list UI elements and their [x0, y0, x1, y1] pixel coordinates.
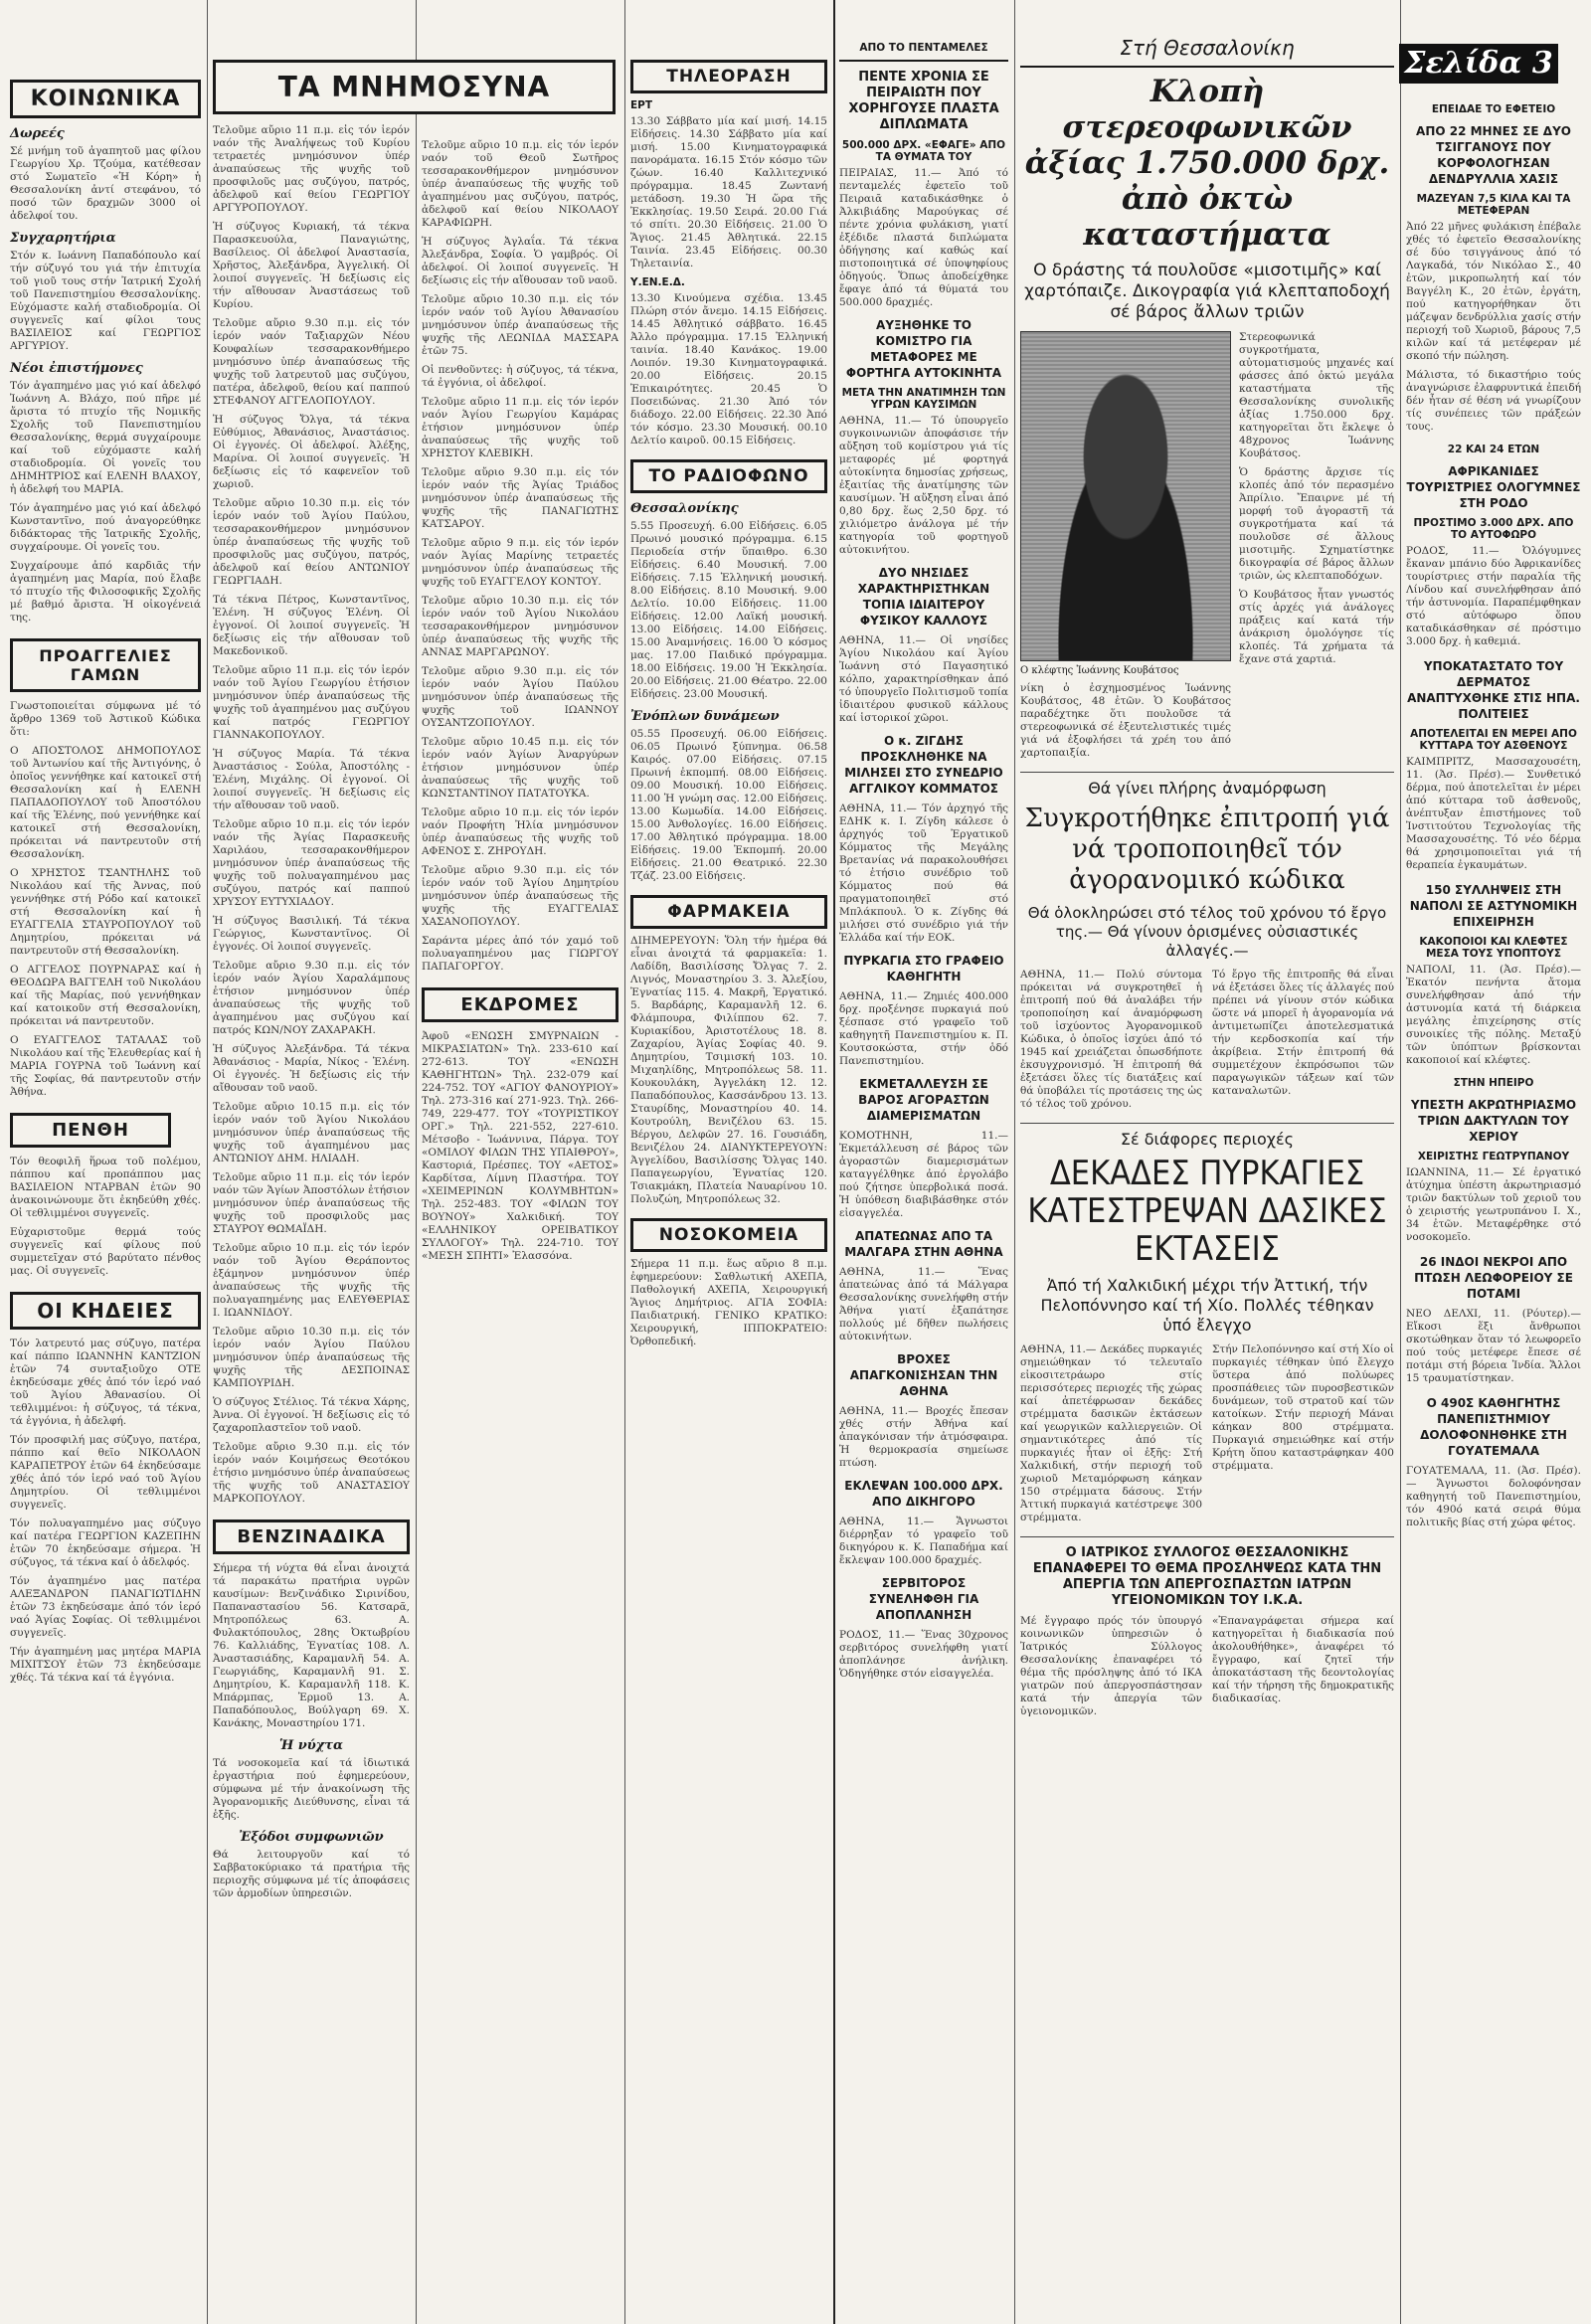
article-text: Τόν ἀγαπημένο μας γιό καί ἀδελφό Ἰωάννη Α. Βλάχο, πού πῆρε μέ ἄριστα τό πτυχίο τῆς Νομικῆς Σχολῆς τοῦ Πανεπιστημίου Θεσσαλονίκης, θερμά συγχαίρουμε καί τοῦ εὐχόμαστε καλή σταδιοδρομία. Οἱ γονεῖς του ΔΗΜΗΤΡΙΟΣ καί ΕΛΕΝΗ ΒΛΑΧΟΥ, ἡ ἀδελφή του ΜΑΡΙΑ.: [10, 380, 201, 495]
article-text: Τό ἔργο τῆς ἐπιτροπῆς θά εἶναι νά ἐξετάσει ὅλες τίς ἀλλαγές πού πρέπει νά γίνουν στόν κώδικα ὥστε νά μπορεῖ ἡ ἀγορανομία νά ἀντιμετωπίζει ἀποτελεσματικά τήν κερδοσκοπία καί τήν ἀκρίβεια. Στήν ἐπιτροπή θά συμμετέχουν ἐκπρόσωποι τῶν παραγωγικῶν τάξεων καί τῶν καταναλωτῶν.: [1212, 969, 1394, 1097]
article-text: ΚΑΙΜΠΡΙΤΖ, Μασσαχουσέτη, 11. (Ἀσ. Πρέσ).— Συνθετικό δέρμα, πού ἀποτελεῖται ἐν μέρει ἀπό κύτταρα τοῦ ἀσθενοῦς, ἀνέπτυξαν ἐπιστήμονες τοῦ Ἰνστιτούτου Τεχνολογίας τῆς Μασσαχουσέτης. Τό νέο δέρμα θά χρησιμοποιεῖται γιά τή θεραπεία ἐγκαυμάτων.: [1406, 756, 1581, 871]
article-text: 13.30 Σάββατο μία καί μισή. 14.15 Εἰδήσεις. 14.30 Σάββατο μία καί μισή. 15.00 Κινηματογραφικά πανοράματα. 16.15 Στόν κόσμο τῶν ζώων. 16.40 Καλλιτεχνικό πρόγραμμα. 18.45 Ζωντανή μετάδοση. 19.30 Ἡ ὥρα τῆς Ἐκκλησίας. 19.50 Σειρά. 20.00 Γιά τό σπίτι. 20.30 Εἰδήσεις. 21.00 Ὁ Ἅγιος. 21.45 Ἀθλητικά. 22.15 Ταινία. 23.45 Εἰδήσεις. 00.30 Τηλεταινία.: [630, 115, 827, 269]
subsection-dorees: Δωρεές: [10, 126, 65, 141]
page-label: Σελίδα 3: [1399, 44, 1558, 84]
column-rule: [833, 0, 835, 2324]
article-text: Τελοῦμε αὔριο 10.45 π.μ. εἰς τόν ἱερόν ναόν Ἁγίων Ἀναργύρων ἐτήσιον μνημόσυνον ὑπέρ ἀναπαύσεως τῆς ψυχῆς τοῦ ΚΩΝΣΤΑΝΤΙΝΟΥ ΠΑΤΑΤΟΥΚΑ.: [422, 736, 619, 800]
article-text: ΝΕΟ ΔΕΛΧΙ, 11. (Ρόυτερ).— Εἴκοσι ἕξι ἄνθρωποι σκοτώθηκαν ὅταν τό λεωφορεῖο πού τούς μετέφερε ἔπεσε σέ ποτάμι στή βόρεια Ἰνδία. Ἄλλοι 15 τραυματίστηκαν.: [1406, 1308, 1581, 1384]
article-text: Ο ΧΡΗΣΤΟΣ ΤΣΑΝΤΗΛΗΣ τοῦ Νικολάου καί τῆς Ἀννας, πού γεννήθηκε στή Ρόδο καί κατοικεῖ στή Θεσσαλονίκη καί ἡ ΕΥΑΓΓΕΛΙΑ ΣΤΑΥΡΟΠΟΥΛΟΥ τοῦ Δημητρίου, πρόκειται νά παντρευτοῦν στή Θεσσαλονίκη.: [10, 867, 201, 957]
article-text: Σήμερα 11 π.μ. ἕως αὔριο 8 π.μ. ἐφημερεύουν: Σαθλωτική ΑΧΕΠΑ, Παθολογική ΑΧΕΠΑ, Χειρουργική Ἅγιος Δημήτριος. ΑΓΙΑ ΣΟΦΙΑ: Παιδιατρική. ΓΕΝΙΚΟ ΚΡΑΤΙΚΟ: Χειρουργική, ΙΠΠΟΚΡΑΤΕΙΟ: Ὀρθοπεδική.: [630, 1258, 827, 1347]
article-text: Τελοῦμε αὔριο 11 π.μ. εἰς τόν ἱερόν ναόν Ἁγίου Γεωργίου Καμάρας ἐτήσιον μνημόσυνον ὑπέρ ἀναπαύσεως τῆς ψυχῆς τοῦ ΧΡΗΣΤΟΥ ΚΛΕΒΙΚΗ.: [422, 396, 619, 459]
section-header-radiofono: ΤΟ ΡΑΔΙΟΦΩΝΟ: [630, 459, 827, 493]
article-text: Σήμερα τή νύχτα θά εἶναι ἀνοιχτά τά παρακάτω πρατήρια υγρῶν καυσίμων: Βενζινάδικο Σιρινίδου, Παπαναστασίου 56. Κατσαρᾶ, Μητροπόλεως 63. Α. Φυλακτόπουλος, 28ης Ὀκτωβρίου 76. Καλλιάδης, Ἐγνατίας 108. Λ. Ἀναστασιάδης, Καραμανλῆ 54. Α. Γεωργιάδης, Καραμανλῆ 91. Σ. Δημητρίου, Κ. Καραμανλῆ 118. Κ. Μπάρμπας, Ἐρμοῦ 13. Α. Παπαδόπουλος, Βούλγαρη 69. Χ. Κανάκης, Μοναστηρίου 171.: [213, 1562, 410, 1729]
column-memorials-2: [422, 0, 619, 1269]
article-text: ΑΘΗΝΑ, 11.— Ἄγνωστοι διέρρηξαν τό γραφεῖο τοῦ δικηγόρου κ. Κ. Παπαδήμα καί ἔκλεψαν 100.000 δραχμές.: [839, 1516, 1008, 1566]
headline-ziglis: Ο κ. ΖΙΓΔΗΣ ΠΡΟΣΚΛΗΘΗΚΕ ΝΑ ΜΙΛΗΣΕΙ ΣΤΟ ΣΥΝΕΔΡΙΟ ΑΓΓΛΙΚΟΥ ΚΟΜΜΑΤΟΣ: [844, 734, 1003, 796]
article-text: Ἀφοῦ «ΕΝΩΣΗ ΣΜΥΡΝΑΙΩΝ - ΜΙΚΡΑΣΙΑΤΩΝ» Τηλ. 233-610 καί 272-613. ΤΟΥ «ΕΝΩΣΗ ΚΑΘΗΓΗΤΩΝ» Τηλ. 232-079 καί 224-752. ΤΟΥ «ΑΓΙΟΥ ΦΑΝΟΥΡΙΟΥ» Τηλ. 273-316 καί 271-923. Τηλ. 266-749, 229-477. ΤΟΥ «ΤΟΥΡΙΣΤΙΚΟΥ ΟΡΓ.» Τηλ. 221-552, 227-610. Μέτσοβο - Ἰωάννινα, Πάργα. ΤΟΥ «ΟΜΙΛΟΥ ΦΙΛΩΝ ΤΗΣ ΥΠΑΙΘΡΟΥ», Καστοριά, Πρέσπες. ΤΟΥ «ΑΕΤΟΣ» Καρδίτσα, Λίμνη Πλαστήρα. ΤΟΥ «ΧΕΙΜΕΡΙΝΩΝ ΚΟΛΥΜΒΗΤΩΝ» Τηλ. 252-483. ΤΟΥ «ΦΙΛΩΝ ΤΟΥ ΒΟΥΝΟΥ» Χαλκιδική. ΤΟΥ «ΕΛΛΗΝΙΚΟΥ ΟΡΕΙΒΑΤΙΚΟΥ ΣΥΛΛΟΓΟΥ» Τηλ. 224-710. ΤΟΥ «ΜΕΣΗ ΣΠΗΤΙ» Ἐλασσόνα.: [422, 1030, 619, 1262]
headline-dyo-nisides: ΔΥΟ ΝΗΣΙΔΕΣ ΧΑΡΑΚΤΗΡΙΣΤΗΚΑΝ ΤΟΠΙΑ ΙΔΙΑΙΤΕΡΟΥ ΦΥΣΙΚΟΥ ΚΑΛΛΟΥΣ: [857, 566, 990, 627]
subsection-synxaritiria: Συγχαρητήρια: [10, 231, 116, 246]
article-text: Ὁ δράστης ἄρχισε τίς κλοπές ἀπό τόν περασμένο Ἀπρίλιο. Ἔπαιρνε μέ τή μορφή τοῦ ἀγοραστῆ τά συγκροτήματα καί τά πουλοῦσε σέ ἄλλους μισοτιμῆς. Σχηματίστηκε δικογραφία σέ βάρος ἄλλων τριῶν, ὡς κλεπταποδόχων.: [1239, 466, 1394, 582]
article-text: Τελοῦμε αὔριο 10 π.μ. εἰς τόν ἱερόν ναόν τοῦ Ἁγίου Θεράποντος ἑξάμηνον μνημόσυνον ὑπέρ ἀναπαύσεως τῆς ψυχῆς τῆς πολυαγαπημένης μας ΕΛΕΥΘΕΡΙΑΣ Ι. ΙΩΑΝΝΙΔΟΥ.: [213, 1242, 410, 1319]
headline-apatewnas: ΑΠΑΤΕΩΝΑΣ ΑΠΟ ΤΑ ΜΑΛΓΑΡΑ ΣΤΗΝ ΑΘΗΝΑ: [844, 1229, 1003, 1259]
headline-vrexes: ΒΡΟΧΕΣ ΑΠΑΓΚΟΝΙΣΗΣΑΝ ΤΗΝ ΑΘΗΝΑ: [849, 1352, 998, 1398]
column-rule: [624, 0, 625, 2324]
headline-pyrkagia: ΠΥΡΚΑΓΙΑ ΣΤΟ ΓΡΑΦΕΙΟ ΚΑΘΗΓΗΤΗ: [843, 954, 1004, 983]
headline-eklepsan: ΕΚΛΕΨΑΝ 100.000 ΔΡΧ. ΑΠΟ ΔΙΚΗΓΟΡΟ: [844, 1479, 1003, 1509]
rule: [1020, 1123, 1394, 1124]
dekades-body: [1020, 1343, 1394, 1530]
article-text: Τελοῦμε αὔριο 10.15 π.μ. εἰς τόν ἱερόν ναόν τοῦ Ἁγίου Νικολάου μνημόσυνον ὑπέρ ἀναπαύσεως τῆς ψυχῆς τοῦ ἀγαπημένου μας ΑΝΤΩΝΙΟΥ ΔΗΜ. ΗΛΙΑΔΗ.: [213, 1101, 410, 1164]
article-text: ΑΘΗΝΑ, 11.— Τό ὑπουργεῖο συγκοινωνιῶν ἀποφάσισε τήν αὔξηση τοῦ κομίστρου γιά τίς μεταφορές μέ φορτηγά αὐτοκίνητα δημοσίας χρήσεως, ἐξαιτίας τῆς ἀνατίμησης τῶν καυσίμων. Ἡ αὔξηση εἶναι ἀπό 0,80 δρχ. ἕως 2,50 δρχ. τό χιλιόμετρο ἀνάλογα μέ τήν κατηγορία τοῦ φορτηγοῦ αὐτοκινήτου.: [839, 415, 1008, 556]
section-header-penthi: ΠΕΝΘΗ: [10, 1113, 171, 1148]
article-text: Ὁ σύζυγος Στέλιος. Τά τέκνα Χάρης, Ἀννα. Οἱ ἐγγονοί. Ἡ δεξίωσις εἰς τό ζαχαροπλαστεῖον τοῦ ναοῦ.: [213, 1396, 410, 1434]
headline-ypesti: ΥΠΕΣΤΗ ΑΚΡΩΤΗΡΙΑΣΜΟ ΤΡΙΩΝ ΔΑΚΤΥΛΩΝ ΤΟΥ ΧΕΡΙΟΥ: [1410, 1098, 1577, 1144]
article-text: Τά νοσοκομεῖα καί τά ἰδιωτικά ἐργαστήρια πού ἐφημερεύουν, σύμφωνα μέ τήν ἀνακοίνωση τῆς Ἀγορανομικῆς Διεύθυνσης, εἶναι τά ἑξῆς.: [213, 1757, 410, 1821]
article-text: ΠΕΙΡΑΙΑΣ, 11.— Ἀπό τό πενταμελές ἐφετεῖο τοῦ Πειραιᾶ καταδικάσθηκε ὁ Ἀλκιβιάδης Μαρούγκας σέ πέντε χρόνια φυλάκιση, γιατί ἐξέδιδε πλαστά διπλώματα ὁδήγησης καί καθώς καί πιστοποιητικά σέ ὑποψηφίους ὁδηγούς. Ὅπως ἀποδείχθηκε ἔφαγε ἀπό τά θύματά του 500.000 δραχμές.: [839, 167, 1008, 308]
column-tv-radio: [630, 0, 827, 1354]
article-text: Στήν Πελοπόννησο καί στή Χίο οἱ πυρκαγιές τέθηκαν ὑπό ἔλεγχο ὕστερα ἀπό πολύωρες προσπάθειες τῶν πυροσβεστικῶν δυνάμεων, τοῦ στρατοῦ καί τῶν κατοίκων. Στήν περιοχή Μάναι κάηκαν 800 στρέμματα. Πυρκαγιά σημειώθηκε καί στήν Κρήτη ὅπου καταστράφηκαν 400 στρέμματα.: [1212, 1343, 1394, 1472]
article-text: ΙΩΑΝΝΙΝΑ, 11.— Σέ ἐργατικό ἀτύχημα ὑπέστη ἀκρωτηριασμό τριῶν δακτύλων τοῦ χεριοῦ του ὁ χειριστής γεωτρυπάνου Ι. Χ., 34 ἐτῶν. Μεταφέρθηκε στό νοσοκομεῖο.: [1406, 1166, 1581, 1243]
article-text: Τά τέκνα Πέτρος, Κωνσταντῖνος, Ἐλένη. Ἡ σύζυγος Ἑλένη. Οἱ ἐγγονοί. Οἱ λοιποί συγγενεῖς. Ἡ δεξίωσις εἰς τήν αἴθουσαν τοῦ Μακεδονικοῦ.: [213, 594, 410, 657]
kicker-ipeiro: ΣΤΗΝ ΗΠΕΙΡΟ: [1453, 1077, 1534, 1089]
subhead-afrikanides: ΠΡΟΣΤΙΜΟ 3.000 ΔΡΧ. ΑΠΟ ΤΟ ΑΥΤΟΦΩΡΟ: [1413, 517, 1574, 541]
article-text: Τελοῦμε αὔριο 10.30 π.μ. εἰς τόν ἱερόν ναόν τοῦ Ἁγίου Παύλου, τεσσαρακονθήμερον μνημόσυνον ὑπέρ ἀναπαύσεως τῆς ψυχῆς τοῦ προσφιλοῦς μας συζύγου, πατρός, ἀδελφοῦ καί θείου ΑΝΤΩΝΙΟΥ ΓΕΩΡΓΙΑΔΗ.: [213, 497, 410, 587]
article-text: «Ἐπαναγράφεται σήμερα καί κατηγορεῖται ἡ διαδικασία πού ἀκολουθήθηκε», ἀναφέρει τό ἔγγραφο, καί ζητεῖ τήν ἀποκατάσταση τῆς δεοντολογίας καί τήν τήρηση τῆς δημοκρατικῆς διαδικασίας.: [1212, 1615, 1394, 1704]
station-thessalonikis: Θεσσαλονίκης: [630, 501, 739, 516]
column-rule: [1014, 0, 1015, 2324]
article-text: Τελοῦμε αὔριο 10 π.μ. εἰς τόν ἱερόν ναόν τοῦ Θεοῦ Σωτῆρος τεσσαρακονθήμερον μνημόσυνον ὑπέρ ἀναπαύσεως τῆς ψυχῆς τοῦ ἀγαπημένου μας συζύγου, πατρός, ἀδελφοῦ καί θείου ΝΙΚΟΛΑΟΥ ΚΑΡΑΦΙΩΡΗ.: [422, 139, 619, 229]
kicker-pentameles: ΑΠΟ ΤΟ ΠΕΝΤΑΜΕΛΕΣ: [859, 42, 988, 54]
article-text: ΓΟΥΑΤΕΜΑΛΑ, 11. (Ἀσ. Πρέσ).— Ἄγνωστοι δολοφόνησαν καθηγητή τοῦ Πανεπιστημίου, τόν 490ό κατά σειρά θύμα πολιτικῆς βίας στή χώρα φέτος.: [1406, 1465, 1581, 1528]
article-text: Μέ ἔγγραφο πρός τόν ὑπουργό κοινωνικῶν ὑπηρεσιῶν ὁ Ἰατρικός Σύλλογος Θεσσαλονίκης ἐπαναφέρει τό θέμα τῆς πρόσληψης ἀπό τό ΙΚΑ γιατρῶν πού ἀπεργοσπάστησαν κατά τήν ἀπεργία τῶν ὑγειονομικῶν.: [1020, 1615, 1202, 1717]
article-text: ΚΟΜΟΤΗΝΗ, 11.— Ἐκμετάλλευση σέ βάρος τῶν ἀγοραστῶν διαμερισμάτων καταγγέλθηκε ἀπό ἐργολάβο πού ζήτησε ὑπερβολικά ποσά. Ἡ ὑπόθεση διαβιβάσθηκε στόν εἰσαγγελέα.: [839, 1130, 1008, 1219]
article-text: ΝΑΠΟΛΙ, 11. (Ἀσ. Πρέσ).— Ἑκατόν πενήντα ἄτομα συνελήφθησαν ἀπό τήν ἀστυνομία κατά τή διάρκεια μεγάλης ἐπιχείρησης στίς συνοικίες τῆς πόλης. Μεταξύ τῶν ὑπόπτων βρίσκονται κακοποιοί καί κλέφτες.: [1406, 964, 1581, 1066]
article-text: Θά λειτουργοῦν καί τό Σαββατοκύριακο τά πρατήρια τῆς περιοχῆς σύμφωνα μέ τίς ἀποφάσεις τῶν ἀρμοδίων ὑπηρεσιῶν.: [213, 1849, 410, 1899]
section-header-mnimosyna: ΤΑ ΜΝΗΜΟΣΥΝΑ: [213, 60, 616, 114]
headline-afrikanides: ΑΦΡΙΚΑΝΙΔΕΣ ΤΟΥΡΙΣΤΡΙΕΣ ΟΛΟΓΥΜΝΕΣ ΣΤΗ ΡΟΔΟ: [1406, 464, 1581, 510]
rule: [1020, 1536, 1394, 1537]
article-text: Τελοῦμε αὔριο 11 π.μ. εἰς τόν ἱερόν ναόν τῆς Ἀναλήψεως τοῦ Κυρίου τετραετές μνημόσυνον ὑπέρ ἀναπαύσεως τῆς ψυχῆς τοῦ προσφιλοῦς μας συζύγου, πατρός, ἀδελφοῦ καί θείου ΓΕΩΡΓΙΟΥ ΑΡΓΥΡΟΠΟΥΛΟΥ.: [213, 124, 410, 214]
article-text: νίκη ὁ ἐσχημοσμένος Ἰωάννης Κουβάτσος, 48 ἐτῶν. Ὁ Κουβάτσος παραδέχτηκε ὅτι πουλοῦσε τά στερεοφωνικά σέ ἐξευτελιστικές τιμές γιά νά ἐξοφλήσει τά χρέη του ἀπό χαρτοπαιξία.: [1020, 682, 1231, 759]
article-text: Τελοῦμε αὔριο 10.30 π.μ. εἰς τόν ἱερόν ναόν τοῦ Ἁγίου Ἀθανασίου μνημόσυνον ὑπέρ ἀναπαύσεως τῆς ψυχῆς τῆς ΛΕΩΝΙΔΑ ΜΑΣΣΑΡΑ ἐτῶν 75.: [422, 293, 619, 357]
article-text: ΑΘΗΝΑ, 11.— Βροχές ἔπεσαν χθές στήν Ἀθήνα καί ἀπαγκόνισαν τήν ἀτμόσφαιρα. Ἡ θερμοκρασία σημείωσε πτώση.: [839, 1405, 1008, 1469]
kicker-thessaloniki: Στή Θεσσαλονίκη: [1120, 36, 1295, 60]
article-text: Ὁ Κουβάτσος ἦταν γνωστός στίς ἀρχές γιά ἀνάλογες πράξεις καί κατά τήν ἀνάκριση ὁμολόγησε τίς κλοπές. Τά χρήματα τά ἔχανε στά χαρτιά.: [1239, 589, 1394, 665]
article-text: Τόν ἀγαπημένο μας γιό καί ἀδελφό Κωνσταντῖνο, πού ἀναγορεύθηκε διδάκτορας τῆς Ἰατρικῆς Σχολῆς, συγχαίρουμε. Οἱ γονεῖς του.: [10, 502, 201, 553]
article-text: Στόν κ. Ιωάννη Παπαδόπουλο καί τήν σύζυγό του γιά τήν ἐπιτυχία τοῦ γιοῦ τους στήν Ἰατρική Σχολή τοῦ Πανεπιστημίου Θεσσαλονίκης. Εὐχόμαστε καλή σταδιοδρομία. Οἱ συγγενεῖς καί φίλοι τους ΒΑΣΙΛΕΙΟΣ καί ΓΕΩΡΓΙΟΣ ΑΡΓΥΡΙΟΥ.: [10, 250, 201, 352]
article-text: ΡΟΔΟΣ, 11.— Ἕνας 30χρονος σερβιτόρος συνελήφθη γιατί ἀποπλάνησε ἀνήλικη. Ὁδηγήθηκε στόν εἰσαγγελέα.: [839, 1629, 1008, 1680]
headline-22-mines: ΑΠΟ 22 ΜΗΝΕΣ ΣΕ ΔΥΟ ΤΣΙΓΓΑΝΟΥΣ ΠΟΥ ΚΟΡΦΟΛΟΓΗΣΑΝ ΔΕΝΔΡΥΛΛΙΑ ΧΑΣΙΣ: [1416, 124, 1571, 186]
article-text: Σέ μνήμη τοῦ ἀγαπητοῦ μας φίλου Γεωργίου Χρ. Τζούμα, κατέθεσαν στό Σωματεῖο «Ἡ Κόρη» ἡ Θεσσαλονίκη ἀντί στεφάνου, τό ποσό τῶν δραχμῶν 3000 οἱ ἀδελφοί του.: [10, 145, 201, 222]
subsection-nyxta: Ἡ νύχτα: [278, 1738, 344, 1753]
anamorfosi-deck: Θά ὁλοκληρώσει στό τέλος τοῦ χρόνου τό ἔργο της.— Θά γίνουν ὁρισμένες οὐσιαστικές ἀλλαγές.—: [1027, 904, 1387, 960]
article-text: Τόν θεοφιλῆ ἥρωα τοῦ πολέμου, πάππου καί προπάππου μας ΒΑΣΙΛΕΙΟΝ ΝΤΑΡΒΑΝ ἐτῶν 90 ἀνακοινώνουμε ὅτι ἐκηδεύθη χθές. Οἱ τεθλιμμένοι συγγενεῖς.: [10, 1156, 201, 1219]
article-text: Τελοῦμε αὔριο 9.30 π.μ. εἰς τόν ἱερόν ναόν τοῦ Ἁγίου Δημητρίου μνημόσυνον ὑπέρ ἀναπαύσεως τῆς ψυχῆς τῆς ΕΥΑΓΓΕΛΙΑΣ ΧΑΣΑΝΟΠΟΥΛΟΥ.: [422, 864, 619, 928]
kicker-22-24: 22 ΚΑΙ 24 ΕΤΩΝ: [1447, 444, 1540, 455]
headline-syllipseis: 150 ΣΥΛΛΗΨΕΙΣ ΣΤΗ ΝΑΠΟΛΙ ΣΕ ΑΣΤΥΝΟΜΙΚΗ ΕΠΙΧΕΙΡΗΣΗ: [1409, 883, 1578, 929]
article-text: Ἡ σύζυγος Ἀγλαΐα. Τά τέκνα Ἀλεξάνδρα, Σοφία. Ὁ γαμβρός. Οἱ ἀδελφοί. Οἱ λοιποί συγγενεῖς. Ἡ δεξίωσις εἰς τήν αἴθουσαν τοῦ ναοῦ.: [422, 236, 619, 286]
article-text: Τελοῦμε αὔριο 10 π.μ. εἰς τόν ἱερόν ναόν Προφήτη Ἠλία μνημόσυνον ὑπέρ ἀναπαύσεως τῆς ψυχῆς τοῦ ΑΦΕΝΟΣ Σ. ΖΗΡΟΥΔΗ.: [422, 806, 619, 857]
article-text: Γνωστοποιείται σύμφωνα μέ τό ἄρθρο 1369 τοῦ Ἀστικοῦ Κώδικα ὅτι:: [10, 700, 201, 738]
article-text: Τελοῦμε αὔριο 9.30 π.μ. εἰς τόν ἱερόν ναόν Ἁγίου Παύλου μνημόσυνον ὑπέρ ἀναπαύσεως τῆς ψυχῆς τοῦ ΙΩΑΝΝΟΥ ΟΥΣΑΝΤΖΟΠΟΥΛΟΥ.: [422, 665, 619, 729]
article-text: ΑΘΗΝΑ, 11.— Τόν ἀρχηγό τῆς ΕΔΗΚ κ. Ι. Ζίγδη κάλεσε ὁ ἀρχηγός τοῦ Ἐργατικοῦ Κόμματος τῆς Μεγάλης Βρετανίας νά παρακολουθήσει τό ἐτήσιο συνέδριο τοῦ Κόμματος πού θά πραγματοποιηθεῖ στό Μπλάκπουλ. Ὁ κ. Ζίγδης θά μιλήσει στό συνέδριο γιά τήν Ἑλλάδα καί τήν ΕΟΚ.: [839, 803, 1008, 944]
main-deck: Ο δράστης τά πουλοῦσε «μισοτιμῆς» καί χαρτόπαιζε. Δικογραφία γιά κλεπταποδοχή σέ βάρος ἄλλων τριῶν: [1024, 261, 1390, 322]
headline-ekmetalleusi: ΕΚΜΕΤΑΛΛΕΥΣΗ ΣΕ ΒΑΡΟΣ ΑΓΟΡΑΣΤΩΝ ΔΙΑΜΕΡΙΣΜΑΤΩΝ: [858, 1077, 989, 1123]
section-header-proaggelies: ΠΡΟΑΓΓΕΛΙΕΣ ΓΑΜΩΝ: [10, 638, 201, 692]
article-text: ΑΘΗΝΑ, 11.— Οἱ νησίδες Ἁγίου Νικολάου καί Ἁγίου Ἰωάννη στό Παγασητικό κόλπο, χαρακτηρίσθηκαν ἀπό τό ὑπουργεῖο Πολιτισμοῦ τοπία ἰδιαιτέρου φυσικοῦ κάλλους καί ἱστορικοί χῶροι.: [839, 634, 1008, 724]
headline-indoi: 26 ΙΝΔΟΙ ΝΕΚΡΟΙ ΑΠΟ ΠΤΩΣΗ ΛΕΩΦΟΡΕΙΟΥ ΣΕ ΠΟΤΑΜΙ: [1414, 1255, 1573, 1301]
article-text: Τελοῦμε αὔριο 10.30 π.μ. εἰς τόν ἱερόν ναόν τοῦ Ἁγίου Νικολάου τεσσαρακονθήμερον μνημόσυνον ὑπέρ ἀναπαύσεως τῆς ψυχῆς τῆς ΑΝΝΑΣ ΜΑΡΓΑΡΩΝΟΥ.: [422, 595, 619, 658]
article-text: Τελοῦμε αὔριο 9.30 π.μ. εἰς τόν ἱερόν ναόν τῆς Ἁγίας Τριάδος μνημόσυνον ὑπέρ ἀναπαύσεως τῆς ψυχῆς τῆς ΠΑΝΑΓΙΩΤΗΣ ΚΑΤΣΑΡΟΥ.: [422, 466, 619, 530]
subsection-exodos: Ἐξόδοι συμφωνιῶν: [239, 1830, 384, 1845]
article-text: 5.55 Προσευχή. 6.00 Εἰδήσεις. 6.05 Πρωινό μουσικό πρόγραμμα. 6.15 Περιοδεία στήν ὕπαιθρο. 6.30 Εἰδήσεις. 6.40 Μουσική. 7.00 Εἰδήσεις. 7.15 Ἑλληνική μουσική. 8.00 Εἰδήσεις. 8.10 Μουσική. 9.00 Δελτίο. 10.00 Εἰδήσεις. 11.00 Εἰδήσεις. 12.00 Λαϊκή μουσική. 13.00 Εἰδήσεις. 14.00 Εἰδήσεις. 15.00 Ἀναμνήσεις. 16.00 Ὁ κόσμος μας. 17.00 Παιδικό πρόγραμμα. 18.00 Εἰδήσεις. 19.00 Ἡ Ἐκκλησία. 20.00 Εἰδήσεις. 21.00 Θέατρο. 22.00 Εἰδήσεις. 23.00 Μουσική.: [630, 520, 827, 700]
headline-servitoros: ΣΕΡΒΙΤΟΡΟΣ ΣΥΝΕΛΗΦΘΗ ΓΙΑ ΑΠΟΠΛΑΝΗΣΗ: [868, 1576, 979, 1622]
headline-pente-xronia: ΠΕΝΤΕ ΧΡΟΝΙΑ ΣΕ ΠΕΙΡΑΙΩΤΗ ΠΟΥ ΧΟΡΗΓΟΥΣΕ ΠΛΑΣΤΑ ΔΙΠΛΩΜΑΤΑ: [848, 70, 999, 132]
article-text: Σαράντα μέρες ἀπό τόν χαμό τοῦ πολυαγαπημένου μας ΓΙΩΡΓΟΥ ΠΑΠΑΓΟΡΓΟΥ.: [422, 935, 619, 973]
section-header-ekdromes: ΕΚΔΡΟΜΕΣ: [422, 987, 619, 1022]
subhead-afksithike: ΜΕΤΑ ΤΗΝ ΑΝΑΤΙΜΗΣΗ ΤΩΝ ΥΓΡΩΝ ΚΑΥΣΙΜΩΝ: [841, 387, 1006, 411]
headline-ypokatastato: ΥΠΟΚΑΤΑΣΤΑΤΟ ΤΟΥ ΔΕΡΜΑΤΟΣ ΑΝΑΠΤΥΧΘΗΚΕ ΣΤΙΣ ΗΠΑ. ΠΟΛΙΤΕΙΕΣ: [1407, 659, 1580, 721]
article-text: Ο ΑΓΓΕΛΟΣ ΠΟΥΡΝΑΡΑΣ καί ἡ ΘΕΟΔΩΡΑ ΒΑΓΓΕΛΗ τοῦ Νικολάου καί τῆς Μαρίας, πού γεννήθηκαν καί κατοικοῦν στή Θεσσαλονίκη, πρόκειται νά παντρευτοῦν.: [10, 964, 201, 1027]
article-text: 05.55 Προσευχή. 06.00 Εἰδήσεις. 06.05 Πρωινό ξύπνημα. 06.58 Καιρός. 07.00 Εἰδήσεις. 07.15 Πρωινή ἐκπομπή. 08.00 Εἰδήσεις. 09.00 Μουσική. 10.00 Εἰδήσεις. 11.00 Ἡ γνώμη σας. 12.00 Εἰδήσεις. 13.00 Κωμωδία. 14.00 Εἰδήσεις. 15.00 Ἀνθολογίες. 16.00 Εἰδήσεις. 17.00 Ἀθλητικό πρόγραμμα. 18.00 Εἰδήσεις. 19.00 Ἐκπομπή. 20.00 Εἰδήσεις. 21.00 Θεατρικό. 22.30 Τζάζ. 23.00 Εἰδήσεις.: [630, 728, 827, 882]
article-text: ΑΘΗΝΑ, 11.— Δεκάδες πυρκαγιές σημειώθηκαν τό τελευταῖο εἰκοσιτετράωρο στίς περισσότερες περιοχές τῆς χώρας καί ἀπετέφρωσαν δεκάδες στρέμματα δασικῶν ἐκτάσεων καί γεωργικῶν καλλιεργειῶν. Οἱ σημαντικότερες ἀπό τίς πυρκαγιές ἦταν οἱ ἑξῆς: Στή Χαλκιδική, στήν περιοχή τοῦ χωριοῦ Μεταμόρφωση κάηκαν 150 στρέμματα δάσους. Στήν Ἀττική πυρκαγιά κατέστρεψε 300 στρέμματα.: [1020, 1343, 1202, 1523]
article-text: Ἡ σύζυγος Βασιλική. Τά τέκνα Γεώργιος, Κωνσταντῖνος. Οἱ ἐγγονές. Οἱ λοιποί συγγενεῖς.: [213, 915, 410, 953]
anamorfosi-headline: Συγκροτήθηκε ἐπιτροπή γιά νά τροποποιηθεῖ τόν ἀγορανομικό κώδικα: [1024, 804, 1390, 895]
article-text: Τελοῦμε αὔριο 9 π.μ. εἰς τόν ἱερόν ναόν Ἁγίας Μαρίνης τετραετές μνημόσυνον ὑπέρ ἀναπαύσεως τῆς ψυχῆς τοῦ ΕΥΑΓΓΕΛΟΥ ΚΟΝΤΟΥ.: [422, 537, 619, 588]
article-text: Τελοῦμε αὔριο 10 π.μ. εἰς τόν ἱερόν ναόν τῆς Ἁγίας Παρασκευῆς Χαριλάου, τεσσαρακονθήμερον μνημόσυνον ὑπέρ ἀναπαύσεως τῆς ψυχῆς τοῦ πολυαγαπημένου μας συζύγου, πατρός καί παππού ΧΡΥΣΟΥ ΕΥΤΥΧΙΑΔΟΥ.: [213, 818, 410, 908]
article-text: Ἡ σύζυγος Ὄλγα, τά τέκνα Εὐθύμιος, Ἀθανάσιος, Ἀναστάσιος. Οἱ ἐγγονές. Οἱ ἀδελφοί. Ἀλέξης, Μαρίνα. Οἱ λοιποί συγγενεῖς. Ἡ δεξίωσις εἰς τό καφενεῖον τοῦ χωριοῦ.: [213, 414, 410, 490]
article-text: Τελοῦμε αὔριο 9.30 π.μ. εἰς τόν ἱερόν ναόν Κοιμήσεως Θεοτόκου ἐτήσιο μνημόσυνο ὑπέρ ἀναπαύσεως τῆς ψυχῆς τοῦ ΑΝΑΣΤΑΣΙΟΥ ΜΑΡΚΟΠΟΥΛΟΥ.: [213, 1441, 410, 1505]
main-story-area: [1020, 0, 1394, 1724]
subhead-syllipseis: ΚΑΚΟΠΟΙΟΙ ΚΑΙ ΚΛΕΦΤΕΣ ΜΕΣΑ ΤΟΥΣ ΥΠΟΠΤΟΥΣ: [1419, 936, 1568, 960]
se-diafores: Σέ διάφορες περιοχές: [1120, 1130, 1295, 1149]
iatrikos-headline: Ο ΙΑΤΡΙΚΟΣ ΣΥΛΛΟΓΟΣ ΘΕΣΣΑΛΟΝΙΚΗΣ ΕΠΑΝΑΦΕΡΕΙ ΤΟ ΘΕΜΑ ΠΡΟΣΛΗΨΕΩΣ ΚΑΤΑ ΤΗΝ ΑΠΕΡΓΙΑ ΤΩΝ ΑΠΕΡΓΟΣΠΑΣΤΩΝ ΙΑΤΡΩΝ ΥΓΕΙΟΝΟΜΙΚΩΝ ΤΟΥ Ι.Κ.Α.: [1032, 1545, 1382, 1608]
column-rule: [416, 0, 417, 2324]
main-headline: Κλοπὴ στερεοφωνικῶν ἀξίας 1.750.000 δρχ. ἀπὸ ὀκτὼ καταστήματα: [1024, 74, 1390, 253]
section-header-farmakeia: ΦΑΡΜΑΚΕΙΑ: [630, 895, 827, 929]
article-text: ΑΘΗΝΑ, 11.— Ἕνας ἀπατεώνας ἀπό τά Μάλγαρα Θεσσαλονίκης συνελήφθη στήν Ἀθήνα γιατί ἐξαπάτησε πολλούς μέ δῆθεν πωλήσεις αὐτοκινήτων.: [839, 1266, 1008, 1342]
section-header-tileorasi: ΤΗΛΕΟΡΑΣΗ: [630, 60, 827, 93]
article-text: Τελοῦμε αὔριο 9.30 π.μ. εἰς τόν ἱερόν ναόν Ταξιαρχῶν Νέου Κουφαλίων τεσσαρακονθήμερο μνημόσυνο ὑπέρ ἀναπαύσεως τῆς ψυχῆς τοῦ λατρευτοῦ μας συζύγου, πατέρα, ἀδελφοῦ, θείου καί παππού ΣΤΕΦΑΝΟΥ ΑΓΓΕΛΟΠΟΥΛΟΥ.: [213, 317, 410, 407]
anamorfosi-body: [1020, 969, 1394, 1117]
headline-o490: Ο 490Σ ΚΑΘΗΓΗΤΗΣ ΠΑΝΕΠΙΣΤΗΜΙΟΥ ΔΟΛΟΦΟΝΗΘΗΚΕ ΣΤΗ ΓΟΥΑΤΕΜΑΛΑ: [1420, 1396, 1567, 1458]
article-text: Ο ΑΠΟΣΤΟΛΟΣ ΔΗΜΟΠΟΥΛΟΣ τοῦ Ἀντωνίου καί τῆς Ἀντιγόνης, ὁ ὁποῖος γεννήθηκε καί κατοικεῖ στή Θεσσαλονίκη καί ἡ ΕΛΕΝΗ ΠΑΠΑΔΟΠΟΥΛΟΥ τοῦ Ἀποστόλου καί τῆς Ἑλένης, πού γεννήθηκε καί κατοικεῖ στή Θεσσαλονίκη, πρόκειται νά παντρευτοῦν στή Θεσσαλονίκη.: [10, 745, 201, 860]
article-text: Μάλιστα, τό δικαστήριο τούς ἀναγνώρισε ἐλαφρυντικά ἐπειδή δέν ἦταν σέ θέση νά γνωρίζουν τίς συνέπειες τῶν πράξεών τους.: [1406, 369, 1581, 433]
article-text: Τόν πολυαγαπημένο μας σύζυγο καί πατέρα ΓΕΩΡΓΙΟΝ ΚΑΖΕΠΗΝ ἐτῶν 70 ἐκηδεύσαμε σήμερα. Ἡ σύζυγος, τά τέκνα καί ὁ ἀδελφός.: [10, 1518, 201, 1568]
article-text: Ἡ σύζυγος Κυριακή, τά τέκνα Παρασκευούλα, Παναγιώτης, Βασίλειος. Οἱ ἀδελφοί Ἀναστασία, Χρῆστος, Ἀλεξάνδρα, Ἀγγελική. Οἱ λοιποί συγγενεῖς. Ἡ δεξίωσις εἰς τήν αἴθουσαν Ἀναστάσεως τοῦ Κυρίου.: [213, 221, 410, 310]
article-text: Τόν ἀγαπημένο μας πατέρα ΑΛΕΞΑΝΔΡΟΝ ΠΑΝΑΓΙΩΤΙΔΗΝ ἐτῶν 73 ἐκηδεύσαμε ἀπό τόν ἱερό ναό Ἁγίας Σοφίας. Οἱ τεθλιμμένοι συγγενεῖς.: [10, 1575, 201, 1639]
article-text: Στερεοφωνικά συγκροτήματα, αὐτοματισμούς μηχανές καί φάσσες ἀπό ὀκτώ μεγάλα καταστήματα τῆς Θεσσαλονίκης συνολικῆς ἀξίας 1.750.000 δρχ. κατηγορεῖται ὅτι ἔκλεψε ὁ 48χρονος Ἰωάννης Κουβάτσος.: [1239, 331, 1394, 459]
dekades-headline: ΔΕΚΑΔΕΣ ΠΥΡΚΑΓΙΕΣ ΚΑΤΕΣΤΡΕΨΑΝ ΔΑΣΙΚΕΣ ΕΚΤΑΣΕΙΣ: [1027, 1154, 1387, 1269]
article-text: Οἱ πενθοῦντες: ἡ σύζυγος, τά τέκνα, τά ἐγγόνια, οἱ ἀδελφοί.: [422, 364, 619, 389]
dekades-deck: Ἀπό τή Χαλκιδική μέχρι τήν Ἀττική, τήν Πελοπόννησο καί τή Χίο. Πολλές τέθηκαν ὑπό ἔλεγχο: [1040, 1276, 1374, 1335]
article-text: Ο ΕΥΑΓΓΕΛΟΣ ΤΑΤΑΛΑΣ τοῦ Νικολάου καί τῆς Ἐλευθερίας καί ἡ ΜΑΡΙΑ ΓΟΥΡΝΑ τοῦ Ἰωάννη καί τῆς Σοφίας, θά παντρευτοῦν στήν Ἀθήνα.: [10, 1034, 201, 1098]
photo-caption: Ο κλέφτης Ἰωάννης Κουβάτσος: [1020, 665, 1179, 676]
column-rule: [207, 0, 208, 2324]
rule: [1020, 66, 1394, 68]
rule: [839, 60, 1008, 62]
anamorfosi-kicker: Θά γίνει πλήρης ἀναμόρφωση: [1088, 779, 1326, 798]
story-text-column: [1239, 331, 1394, 766]
article-text: ΔΙΗΜΕΡΕΥΟΥΝ: Ὅλη τήν ἡμέρα θά εἶναι ἀνοιχτά τά φαρμακεῖα: 1. Λαδίδη, Βασιλίσσης Ὄλγας 7. 2. Λιγνός, Μοναστηρίου 3. 3. Ἀλεξίου, Ἐγνατίας 115. 4. Μακρῆ, Ἐργατικό. 5. Βαρδάρης, Καραμανλῆ 12. 6. Φλάμπουρα, Φιλίππου 62. 7. Κυριακίδου, Ἀριστοτέλους 18. 8. Ζαχαρίου, Ἁγίας Σοφίας 40. 9. Δημητρίου, Τσιμισκή 103. 10. Μιχαηλίδης, Μητροπόλεως 58. 11. Κουκουλάκη, Ἀγγελάκη 12. 12. Παπαδόπουλος, Κασσάνδρου 13. 13. Σταυρίδης, Μοναστηρίου 40. 14. Κουτρούλη, Βενιζέλου 63. 15. Βέργου, Δελφῶν 27. 16. Γουσιάδη, Βενιζέλου 24. ΔΙΑΝΥΚΤΕΡΕΥΟΥΝ: Ἀγγελίδου, Βασιλίσσης Ὄλγας 140. Παπαγεωργίου, Ἐγνατίας 120. Τσιακμάκη, Πλατεία Ναυαρίνου 10. Πολυζώη, Μητροπόλεως 32.: [630, 935, 827, 1205]
main-story-body: [1020, 331, 1394, 766]
article-text: Τελοῦμε αὔριο 11 π.μ. εἰς τόν ἱερόν ναόν τῶν Ἁγίων Ἀποστόλων ἐτήσιον μνημόσυνον ὑπέρ ἀναπαύσεως τῆς ψυχῆς τοῦ προσφιλοῦς μας ΣΤΑΥΡΟΥ ΘΩΜΑΪΔΗ.: [213, 1171, 410, 1235]
column-social: [10, 0, 201, 1691]
iatrikos-body: [1020, 1615, 1394, 1724]
article-text: Ἡ σύζυγος Ἀλεξάνδρα. Τά τέκνα Ἀθανάσιος - Μαρία, Νίκος - Ἐλένη. Οἱ ἐγγονές. Ἡ δεξίωσις εἰς τήν αἴθουσαν τοῦ ναοῦ.: [213, 1043, 410, 1094]
section-header-kideies: ΟΙ ΚΗΔΕΙΕΣ: [10, 1292, 201, 1330]
subhead-pente-xronia: 500.000 ΔΡΧ. «ΕΦΑΓΕ» ΑΠΟ ΤΑ ΘΥΜΑΤΑ ΤΟΥ: [841, 139, 1006, 163]
section-header-nosokomeia: ΝΟΣΟΚΟΜΕΙΑ: [630, 1218, 827, 1252]
section-header-koinonika: ΚΟΙΝΩΝΙΚΑ: [10, 80, 201, 118]
article-text: Τόν λατρευτό μας σύζυγο, πατέρα καί πάππο ΙΩΑΝΝΗΝ ΚΑΝΤΖΙΟΝ ἐτῶν 74 συνταξιοῦχο ΟΤΕ ἐκηδεύσαμε χθές ἀπό τόν ἱερό ναό τοῦ Ἁγίου Ἀθανασίου. Οἱ τεθλιμμένοι: ἡ σύζυγος, τά τέκνα, τά ἐγγόνια, ἡ ἀδελφή.: [10, 1338, 201, 1427]
article-text: Εὐχαριστοῦμε θερμά τούς συγγενεῖς καί φίλους πού συμμετεῖχαν στό βαρύτατο πένθος μας. Οἱ συγγενεῖς.: [10, 1226, 201, 1277]
article-text: Τελοῦμε αὔριο 10.30 π.μ. εἰς τόν ἱερόν ναόν Ἁγίου Παύλου μνημόσυνον ὑπέρ ἀναπαύσεως τῆς ψυχῆς τῆς ΔΕΣΠΟΙΝΑΣ ΚΑΜΠΟΥΡΙΔΗ.: [213, 1326, 410, 1389]
article-text: Τόν προσφιλή μας σύζυγο, πατέρα, πάππο καί θεῖο ΝΙΚΟΛΑΟΝ ΚΑΡΑΠΕΤΡΟΥ ἐτῶν 64 ἐκηδεύσαμε χθές ἀπό τόν ἱερό ναό τοῦ Ἁγίου Δημητρίου. Οἱ τεθλιμμένοι συγγενεῖς.: [10, 1434, 201, 1511]
channel-ert: ΕΡΤ: [630, 99, 653, 111]
column-rule: [1400, 0, 1401, 2324]
subhead-xeiristis: ΧΕΙΡΙΣΤΗΣ ΓΕΩΤΡΥΠΑΝΟΥ: [1417, 1151, 1570, 1162]
article-text: ΑΘΗΝΑ, 11.— Ζημιές 400.000 δρχ. προξένησε πυρκαγιά πού ξέσπασε στό γραφεῖο τοῦ καθηγητῆ Πανεπιστημίου κ. Π. Κουτσοκώστα, στήν ὁδό Πανεπιστημίου.: [839, 990, 1008, 1067]
station-enoplon: Ἐνόπλων δυνάμεων: [630, 709, 780, 724]
article-text: Ἀπό 22 μῆνες φυλάκιση ἐπέβαλε χθές τό ἐφετεῖο Θεσσαλονίκης σέ δύο τσιγγάνους ἀπό τό Λαγκαδά, τόν Νικόλαο Σ., 40 ἐτῶν, μικροπωλητή καί τόν Βαγγέλη Κ., 20 ἐτῶν, ἐργάτη, πού κατηγορήθηκαν ὅτι μάζεψαν δενδρύλλια χασίς στήν περιοχή τοῦ Χωριοῦ, βάρους 7,5 κιλῶν καί τά μετέφεραν μέ σκοπό τήν πώληση.: [1406, 221, 1581, 362]
kicker-efeteio: ΕΠΕΙΔΑΕ ΤΟ ΕΦΕΤΕΙΟ: [1431, 103, 1556, 115]
channel-yened: Υ.ΕΝ.Ε.Δ.: [630, 276, 685, 288]
article-text: 13.30 Κινούμενα σχέδια. 13.45 Πλώρη στόν ἄνεμο. 14.15 Εἰδήσεις. 14.45 Ἀθλητικό σάββατο. 16.45 Ἀλλο πρόγραμμα. 17.15 Ἑλληνική ταινία. 18.40 Κανάκος. 19.00 Λοιπόν. 19.30 Κινηματογραφικά. 20.00 Εἰδήσεις. 20.15 Ἐπικαιρότητες. 20.45 Ὁ Ποσειδώνας. 21.30 Ἀπό τόν διάδοχο. 22.00 Εἰδήσεις. 22.30 Ἀπό τόν κόσμο. 23.30 Μουσική. 00.10 Δελτίο καιροῦ. 00.15 Εἰδήσεις.: [630, 292, 827, 447]
spacer: [422, 0, 619, 139]
article-text: Ἡ σύζυγος Μαρία. Τά τέκνα Ἀναστάσιος - Σούλα, Ἀποστόλης - Ἐλένη, Μιχάλης. Οἱ ἐγγονοί. Οἱ λοιποί συγγενεῖς. Ἡ δεξίωσις εἰς τήν αἴθουσαν τοῦ ναοῦ.: [213, 748, 410, 811]
article-text: ΡΟΔΟΣ, 11.— Ὀλόγυμνες ἔκαναν μπάνιο δύο Ἀφρικανίδες τουρίστριες στήν παραλία τῆς Λίνδου καί συνελήφθησαν ἀπό τήν ἀστυνομία. Παραπέμφθηκαν στό αὐτόφωρο ὅπου καταδικάσθηκαν σέ πρόστιμο 3.000 δρχ. ἡ καθεμιά.: [1406, 545, 1581, 647]
article-text: ΑΘΗΝΑ, 11.— Πολύ σύντομα πρόκειται νά συγκροτηθεῖ ἡ ἐπιτροπή πού θά ἀναλάβει τήν τροποποίηση καί ἀναμόρφωση τοῦ ἰσχύοντος Ἀγορανομικοῦ Κώδικα, ὁ ὁποῖος ἰσχύει ἀπό τό 1945 καί χρειάζεται ὁπωσδήποτε ἐκσυγχρονισμό. Ἡ ἐπιτροπή θά ἐξετάσει ὅλες τίς διατάξεις καί θά ὑποβάλει τίς προτάσεις της ὡς τό τέλος τοῦ χρόνου.: [1020, 969, 1202, 1110]
section-header-benzinadika: ΒΕΝΖΙΝΑΔΙΚΑ: [213, 1520, 410, 1554]
subsection-neoi-epistimones: Νέοι ἐπιστήμονες: [10, 361, 143, 376]
subhead-mazeuan: ΜΑΖΕΥΑΝ 7,5 ΚΙΛΑ ΚΑΙ ΤΑ ΜΕΤΕΦΕΡΑΝ: [1416, 193, 1571, 217]
article-text: Τελοῦμε αὔριο 11 π.μ. εἰς τόν ἱερόν ναόν τοῦ Ἁγίου Γεωργίου ἐτήσιον μνημόσυνον ὑπέρ ἀναπαύσεως τῆς ψυχῆς τοῦ ἀγαπημένου μας συζύγου καί πατρός ΓΕΩΡΓΙΟΥ ΓΙΑΝΝΑΚΟΠΟΥΛΟΥ.: [213, 664, 410, 741]
photo-block: [1020, 331, 1231, 766]
article-text: Τήν ἀγαπημένη μας μητέρα ΜΑΡΙΑ ΜΙΧΙΤΣΟΥ ἐτῶν 73 ἐκηδεύσαμε χθές. Τά τέκνα καί τά ἐγγόνια.: [10, 1646, 201, 1684]
article-text: Τελοῦμε αὔριο 9.30 π.μ. εἰς τόν ἱερόν ναόν Ἁγίου Χαραλάμπους ἐτήσιον μνημόσυνον ὑπέρ ἀναπαύσεως τῆς ψυχῆς τοῦ ἀγαπημένου μας συζύγου καί πατρός ΚΩΝ/ΝΟΥ ΖΑΧΑΡΑΚΗ.: [213, 960, 410, 1036]
column-short-news-right: [1406, 91, 1581, 1535]
subhead-ypokatastato: ΑΠΟΤΕΛΕΙΤΑΙ ΕΝ ΜΕΡΕΙ ΑΠΟ ΚΥΤΤΑΡΑ ΤΟΥ ΑΣΘΕΝΟΥΣ: [1410, 728, 1577, 752]
rule: [1020, 772, 1394, 773]
headline-afksithike: ΑΥΞΗΘΗΚΕ ΤΟ ΚΟΜΙΣΤΡΟ ΓΙΑ ΜΕΤΑΦΟΡΕΣ ΜΕ ΦΟΡΤΗΓΑ ΑΥΤΟΚΙΝΗΤΑ: [845, 318, 1002, 380]
article-text: Συγχαίρουμε ἀπό καρδιᾶς τήν ἀγαπημένη μας Μαρία, πού ἔλαβε τό πτυχίο τῆς Φιλοσοφικῆς Σχολῆς μέ βαθμό ἄριστα. Ἡ οἰκογένειά της.: [10, 560, 201, 624]
column-news-short: [839, 0, 1008, 1687]
suspect-photo: [1020, 331, 1231, 661]
